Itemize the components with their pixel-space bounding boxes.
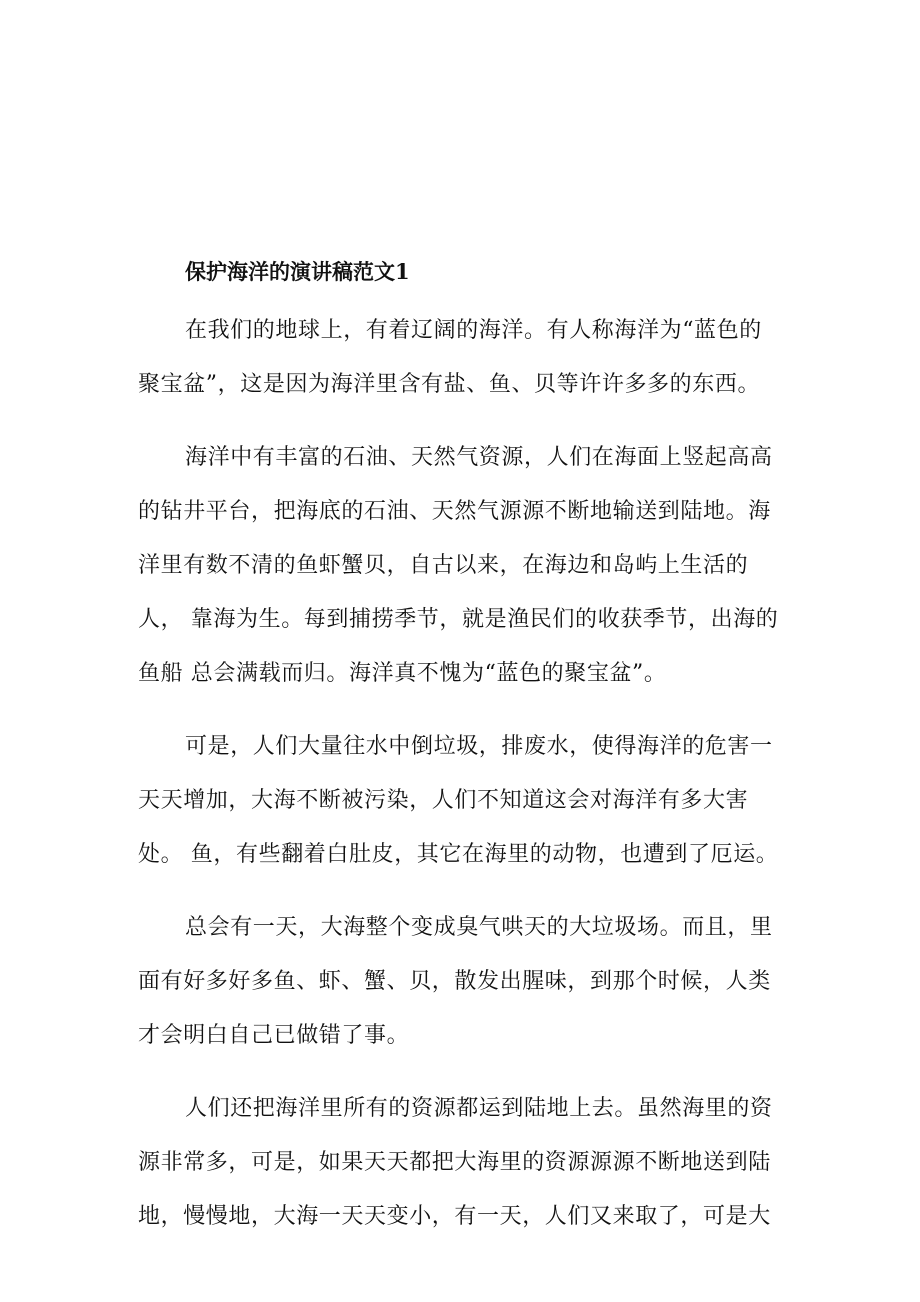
document-title: 保护海洋的演讲稿范文1: [185, 259, 410, 284]
paragraph-line: 地，慢慢地，大海一天天变小，有一天，人们又来取了，可是大: [138, 1204, 771, 1229]
paragraph-line: 才会明白自己已做错了事。: [138, 1023, 410, 1048]
paragraph-line: 人们还把海洋里所有的资源都运到陆地上去。虽然海里的资: [185, 1096, 773, 1121]
paragraph-line: 洋里有数不清的鱼虾蟹贝，自古以来，在海边和岛屿上生活的: [138, 553, 749, 578]
paragraph-line: 鱼船 总会满载而归。海洋真不愧为“蓝色的聚宝盆”。: [138, 661, 667, 686]
paragraph-line: 源非常多，可是，如果天天都把大海里的资源源源不断地送到陆: [138, 1150, 771, 1175]
paragraph-line: 在我们的地球上，有着辽阔的海洋。有人称海洋为“蓝色的: [185, 318, 762, 343]
paragraph: [138, 720, 788, 882]
paragraph-line: 的钻井平台，把海底的石油、天然气源源不断地输送到陆地。海: [138, 499, 771, 524]
document-content: [138, 252, 788, 1263]
paragraph: [138, 1082, 788, 1244]
paragraph-line: 可是，人们大量往水中倒垃圾，排废水，使得海洋的危害一: [185, 734, 773, 759]
paragraph: [138, 304, 788, 412]
paragraph-line: 海洋中有丰富的石油、天然气资源，人们在海面上竖起高高: [185, 445, 773, 470]
paragraph-line: 聚宝盆”，这是因为海洋里含有盐、鱼、贝等许许多多的东西。: [138, 372, 761, 397]
paragraph-line: 人， 靠海为生。每到捕捞季节，就是渔民们的收获季节，出海的: [138, 607, 779, 632]
paragraph: [138, 901, 788, 1063]
paragraph-line: 面有好多好多鱼、虾、蟹、贝，散发出腥味，到那个时候，人类: [138, 969, 771, 994]
paragraph: [138, 431, 788, 701]
paragraph-line: 处。 鱼，有些翻着白肚皮，其它在海里的动物，也遭到了厄运。: [138, 842, 779, 867]
paragraph-line: 天天增加，大海不断被污染，人们不知道这会对海洋有多大害: [138, 788, 749, 813]
paragraph-line: 总会有一天，大海整个变成臭气哄天的大垃圾场。而且，里: [185, 915, 773, 940]
